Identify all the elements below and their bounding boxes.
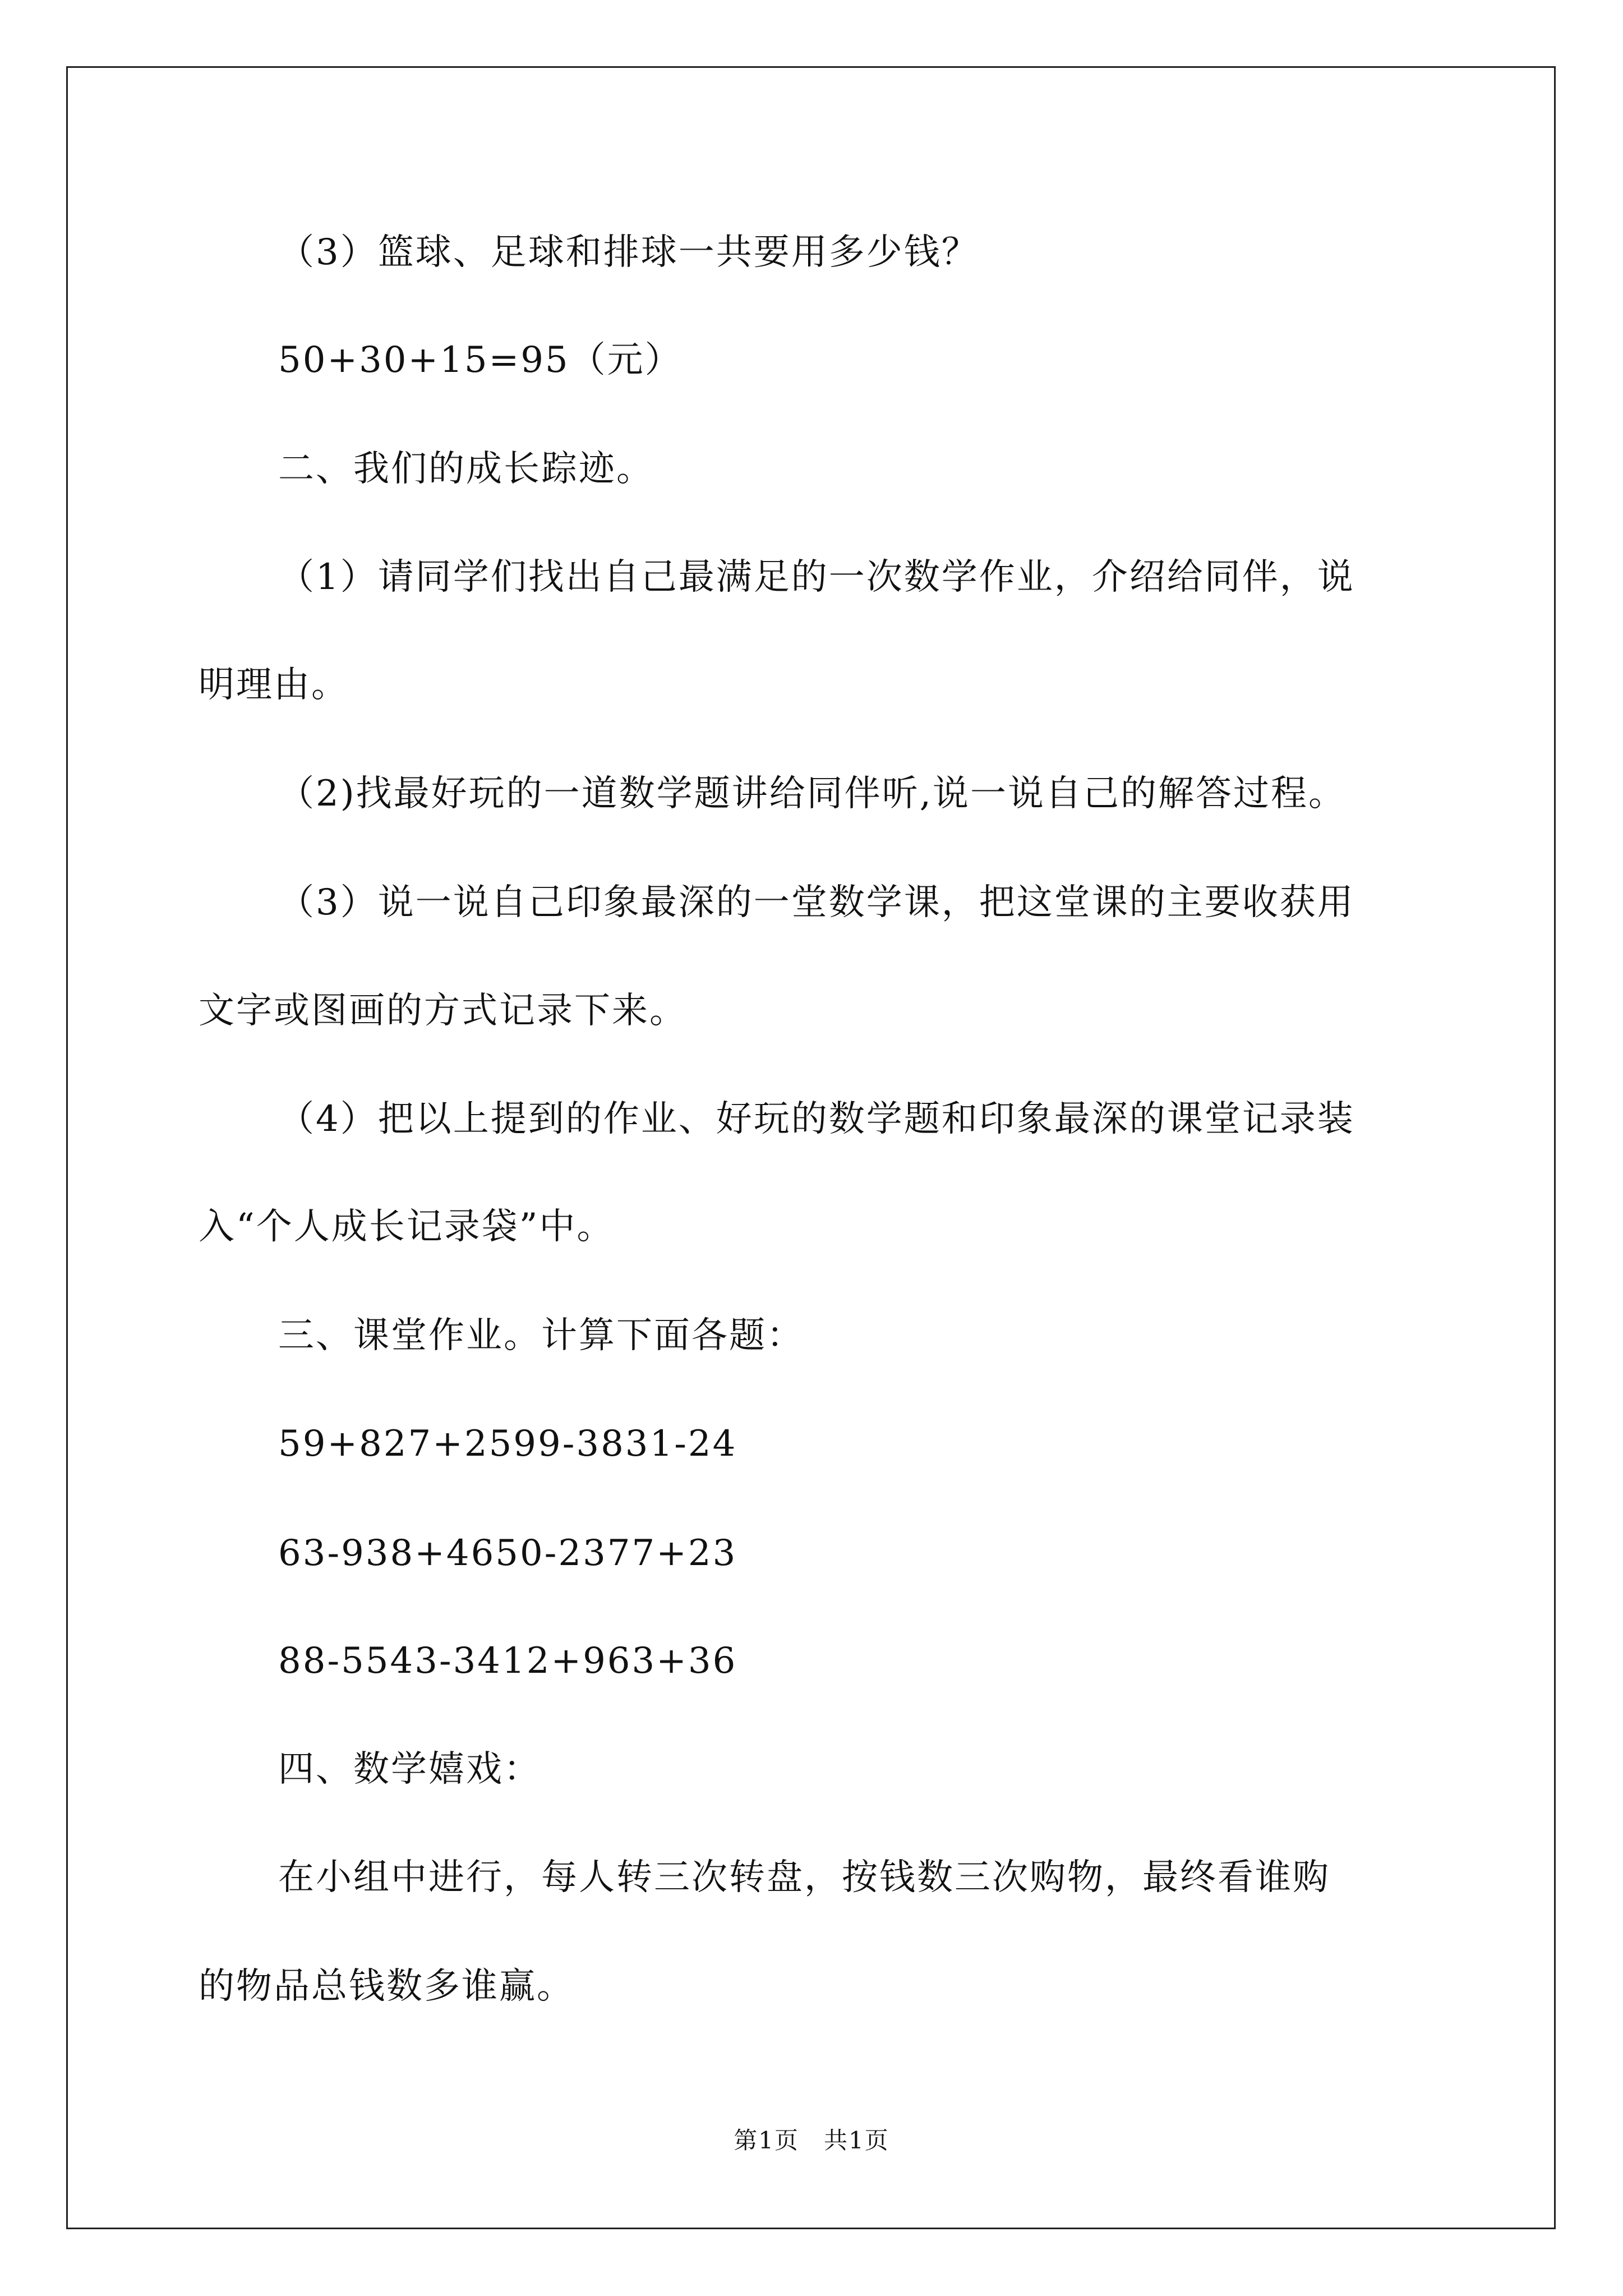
paragraph-answer-equation: 50+30+15=95（元）: [278, 339, 683, 381]
paragraph-question-3-total-cost: （3）篮球、足球和排球一共要用多少钱？: [278, 232, 979, 273]
exercise-3: 88-5543-3412+963+36: [278, 1640, 737, 1682]
section-heading-3: 三、课堂作业。计算下面各题：: [278, 1315, 804, 1356]
paragraph-game-line-1: 在小组中进行，每人转三次转盘，按钱数三次购物，最终看谁购: [278, 1857, 1330, 1898]
paragraph-item-1-line-2: 明理由。: [199, 664, 349, 706]
paragraph-item-2: （2)找最好玩的一道数学题讲给同伴听,说一说自己的解答过程。: [278, 773, 1347, 815]
page-border: [66, 66, 1556, 2229]
paragraph-game-line-2: 的物品总钱数多谁赢。: [199, 1966, 574, 2007]
exercise-1: 59+827+2599-3831-24: [278, 1423, 737, 1465]
exercise-2: 63-938+4650-2377+23: [278, 1533, 737, 1574]
section-heading-2: 二、我们的成长踪迹。: [278, 448, 654, 490]
paragraph-item-4-line-2: 入“个人成长记录袋”中。: [199, 1206, 615, 1248]
paragraph-item-1-line-1: （1）请同学们找出自己最满足的一次数学作业，介绍给同伴，说: [278, 556, 1355, 598]
page-number-footer: 第1页 共1页: [734, 2127, 889, 2154]
paragraph-item-4-line-1: （4）把以上提到的作业、好玩的数学题和印象最深的课堂记录装: [278, 1098, 1355, 1140]
paragraph-item-3-line-2: 文字或图画的方式记录下来。: [199, 990, 687, 1032]
section-heading-4: 四、数学嬉戏：: [278, 1749, 541, 1790]
paragraph-item-3-line-1: （3）说一说自己印象最深的一堂数学课，把这堂课的主要收获用: [278, 882, 1355, 923]
